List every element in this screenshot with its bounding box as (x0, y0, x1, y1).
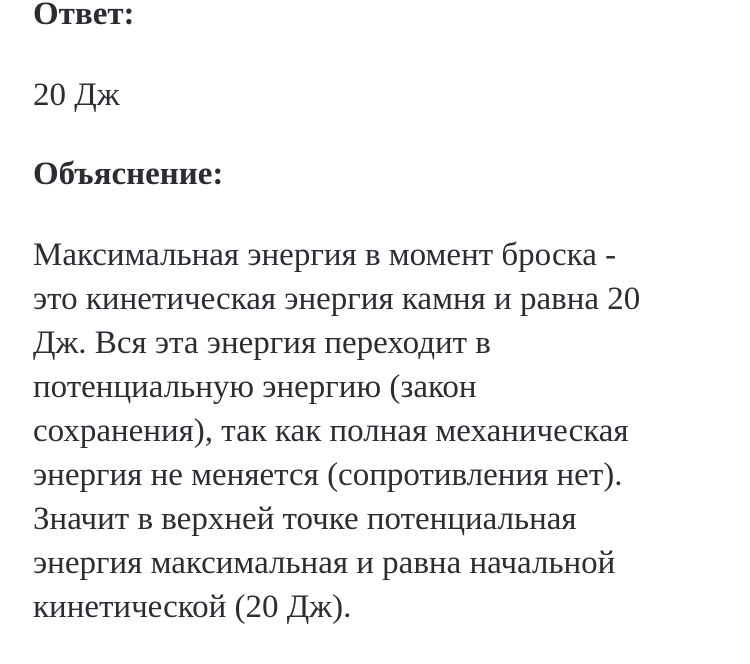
explanation-line: сохранения), так как полная механическая (33, 413, 629, 449)
explanation-line: энергия максимальная и равна начальной (33, 545, 616, 581)
explanation-line: это кинетическая энергия камня и равна 20 (33, 281, 641, 317)
explanation-text (33, 233, 733, 629)
explanation-heading: Объяснение: (33, 156, 224, 192)
explanation-line: Максимальная энергия в момент броска - (33, 237, 617, 273)
answer-heading: Ответ: (33, 0, 135, 32)
explanation-line: кинетической (20 Дж). (33, 589, 352, 625)
explanation-line: Дж. Вся эта энергия переходит в (33, 325, 491, 361)
explanation-line: энергия не меняется (сопротивления нет). (33, 457, 623, 493)
explanation-line: Значит в верхней точке потенциальная (33, 501, 577, 537)
explanation-line: потенциальную энергию (закон (33, 369, 477, 405)
answer-value: 20 Дж (33, 77, 120, 113)
